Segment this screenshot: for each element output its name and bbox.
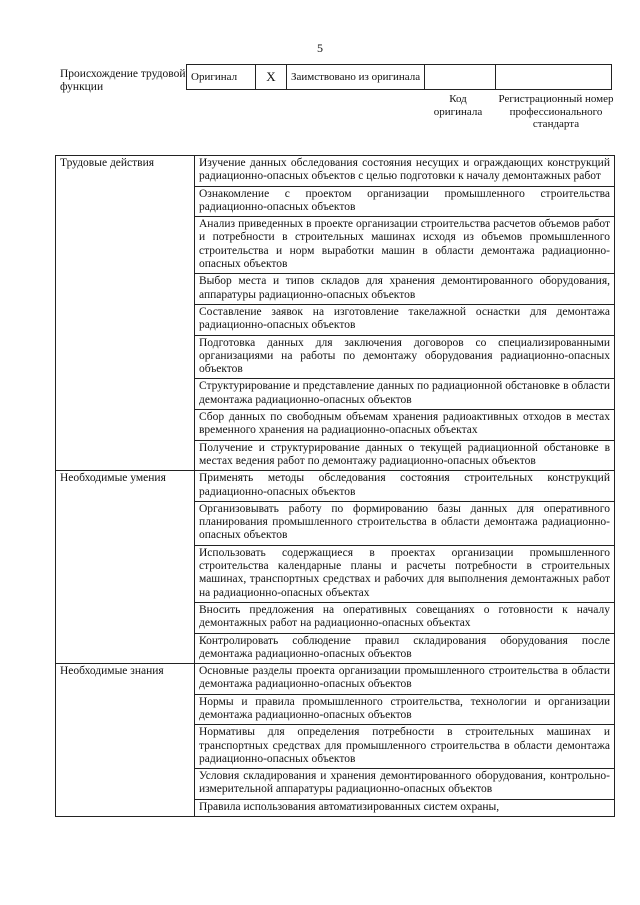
section-item: Структурирование и представление данных по радиационной обстановке в области демонтажа радиационно-опасных объектов: [195, 379, 615, 410]
origin-table: [186, 64, 612, 90]
section-item: Ознакомление с проектом организации промышленного строительства радиационно-опасных объектов: [195, 186, 615, 217]
section-item: Организовывать работу по формированию базы данных для оперативного планирования промышленного строительства в области демонтажа радиационно-опасных объектов: [195, 501, 615, 545]
section-item: Применять методы обследования состояния строительных конструкций радиационно-опасных объектов: [195, 471, 615, 502]
borrowed-cell: Заимствовано из оригинала: [287, 65, 425, 90]
table-row: [56, 471, 615, 502]
section-item: Получение и структурирование данных о текущей радиационной обстановке в местах ведения работ по демонтажу радиационно-опасных объектов: [195, 440, 615, 471]
table-row: [56, 156, 615, 187]
code-caption: Код оригинала: [433, 93, 483, 118]
original-cell: Оригинал: [187, 65, 256, 90]
section-item: Условия складирования и хранения демонтированного оборудования, контрольно-измерительной аппаратуры радиационно-опасных объектов: [195, 769, 615, 800]
labor-function-table: [55, 155, 615, 817]
section-item: Правила использования автоматизированных систем охраны,: [195, 799, 615, 816]
origin-label: Происхождение трудовой функции: [60, 68, 186, 93]
reg-number-cell: [496, 65, 612, 90]
section-item: Анализ приведенных в проекте организации строительства расчетов объемов работ и потребности в строительных машинах исходя из объемов промышленного строительства и норм выработки машин в области демонтажа радиационно-опасных объектов: [195, 217, 615, 274]
section-item: Выбор места и типов складов для хранения демонтированного оборудования, аппаратуры радиационно-опасных объектов: [195, 274, 615, 305]
original-mark: X: [256, 65, 287, 90]
section-item: Составление заявок на изготовление такелажной оснастки для демонтажа радиационно-опасных объектов: [195, 304, 615, 335]
section-label: Необходимые знания: [56, 664, 195, 817]
section-item: Нормы и правила промышленного строительства, технологии и организации демонтажа радиационно-опасных объектов: [195, 694, 615, 725]
section-label: Необходимые умения: [56, 471, 195, 664]
section-item: Сбор данных по свободным объемам хранения радиоактивных отходов в местах временного хранения на радиационно-опасных объектах: [195, 410, 615, 441]
section-item: Нормативы для определения потребности в строительных машинах и транспортных средствах для промышленного строительства в области демонтажа радиационно-опасных объектов: [195, 725, 615, 769]
code-cell: [425, 65, 496, 90]
section-item: Вносить предложения на оперативных совещаниях о готовности к началу демонтажных работ на радиационно-опасных объектах: [195, 602, 615, 633]
section-item: Использовать содержащиеся в проектах организации промышленного строительства календарные планы и расчеты потребности в строительных машинах, транспортных средствах и рабочих для выполнения демонтажных работ на радиационно-опасных объектах: [195, 545, 615, 602]
reg-number-caption: Регистрационный номер профессионального стандарта: [498, 93, 614, 130]
table-row: [56, 664, 615, 695]
section-item: Изучение данных обследования состояния несущих и ограждающих конструкций радиационно-опасных объектов с целью подготовки к началу демонтажных работ: [195, 156, 615, 187]
section-item: Контролировать соблюдение правил складирования оборудования после демонтажа радиационно-опасных объектов: [195, 633, 615, 664]
section-item: Основные разделы проекта организации промышленного строительства в области демонтажа радиационно-опасных объектов: [195, 664, 615, 695]
section-item: Подготовка данных для заключения договоров со специализированными организациями на работы по демонтажу оборудования радиационно-опасных объектов: [195, 335, 615, 379]
section-label: Трудовые действия: [56, 156, 195, 471]
page-number: 5: [317, 41, 323, 55]
